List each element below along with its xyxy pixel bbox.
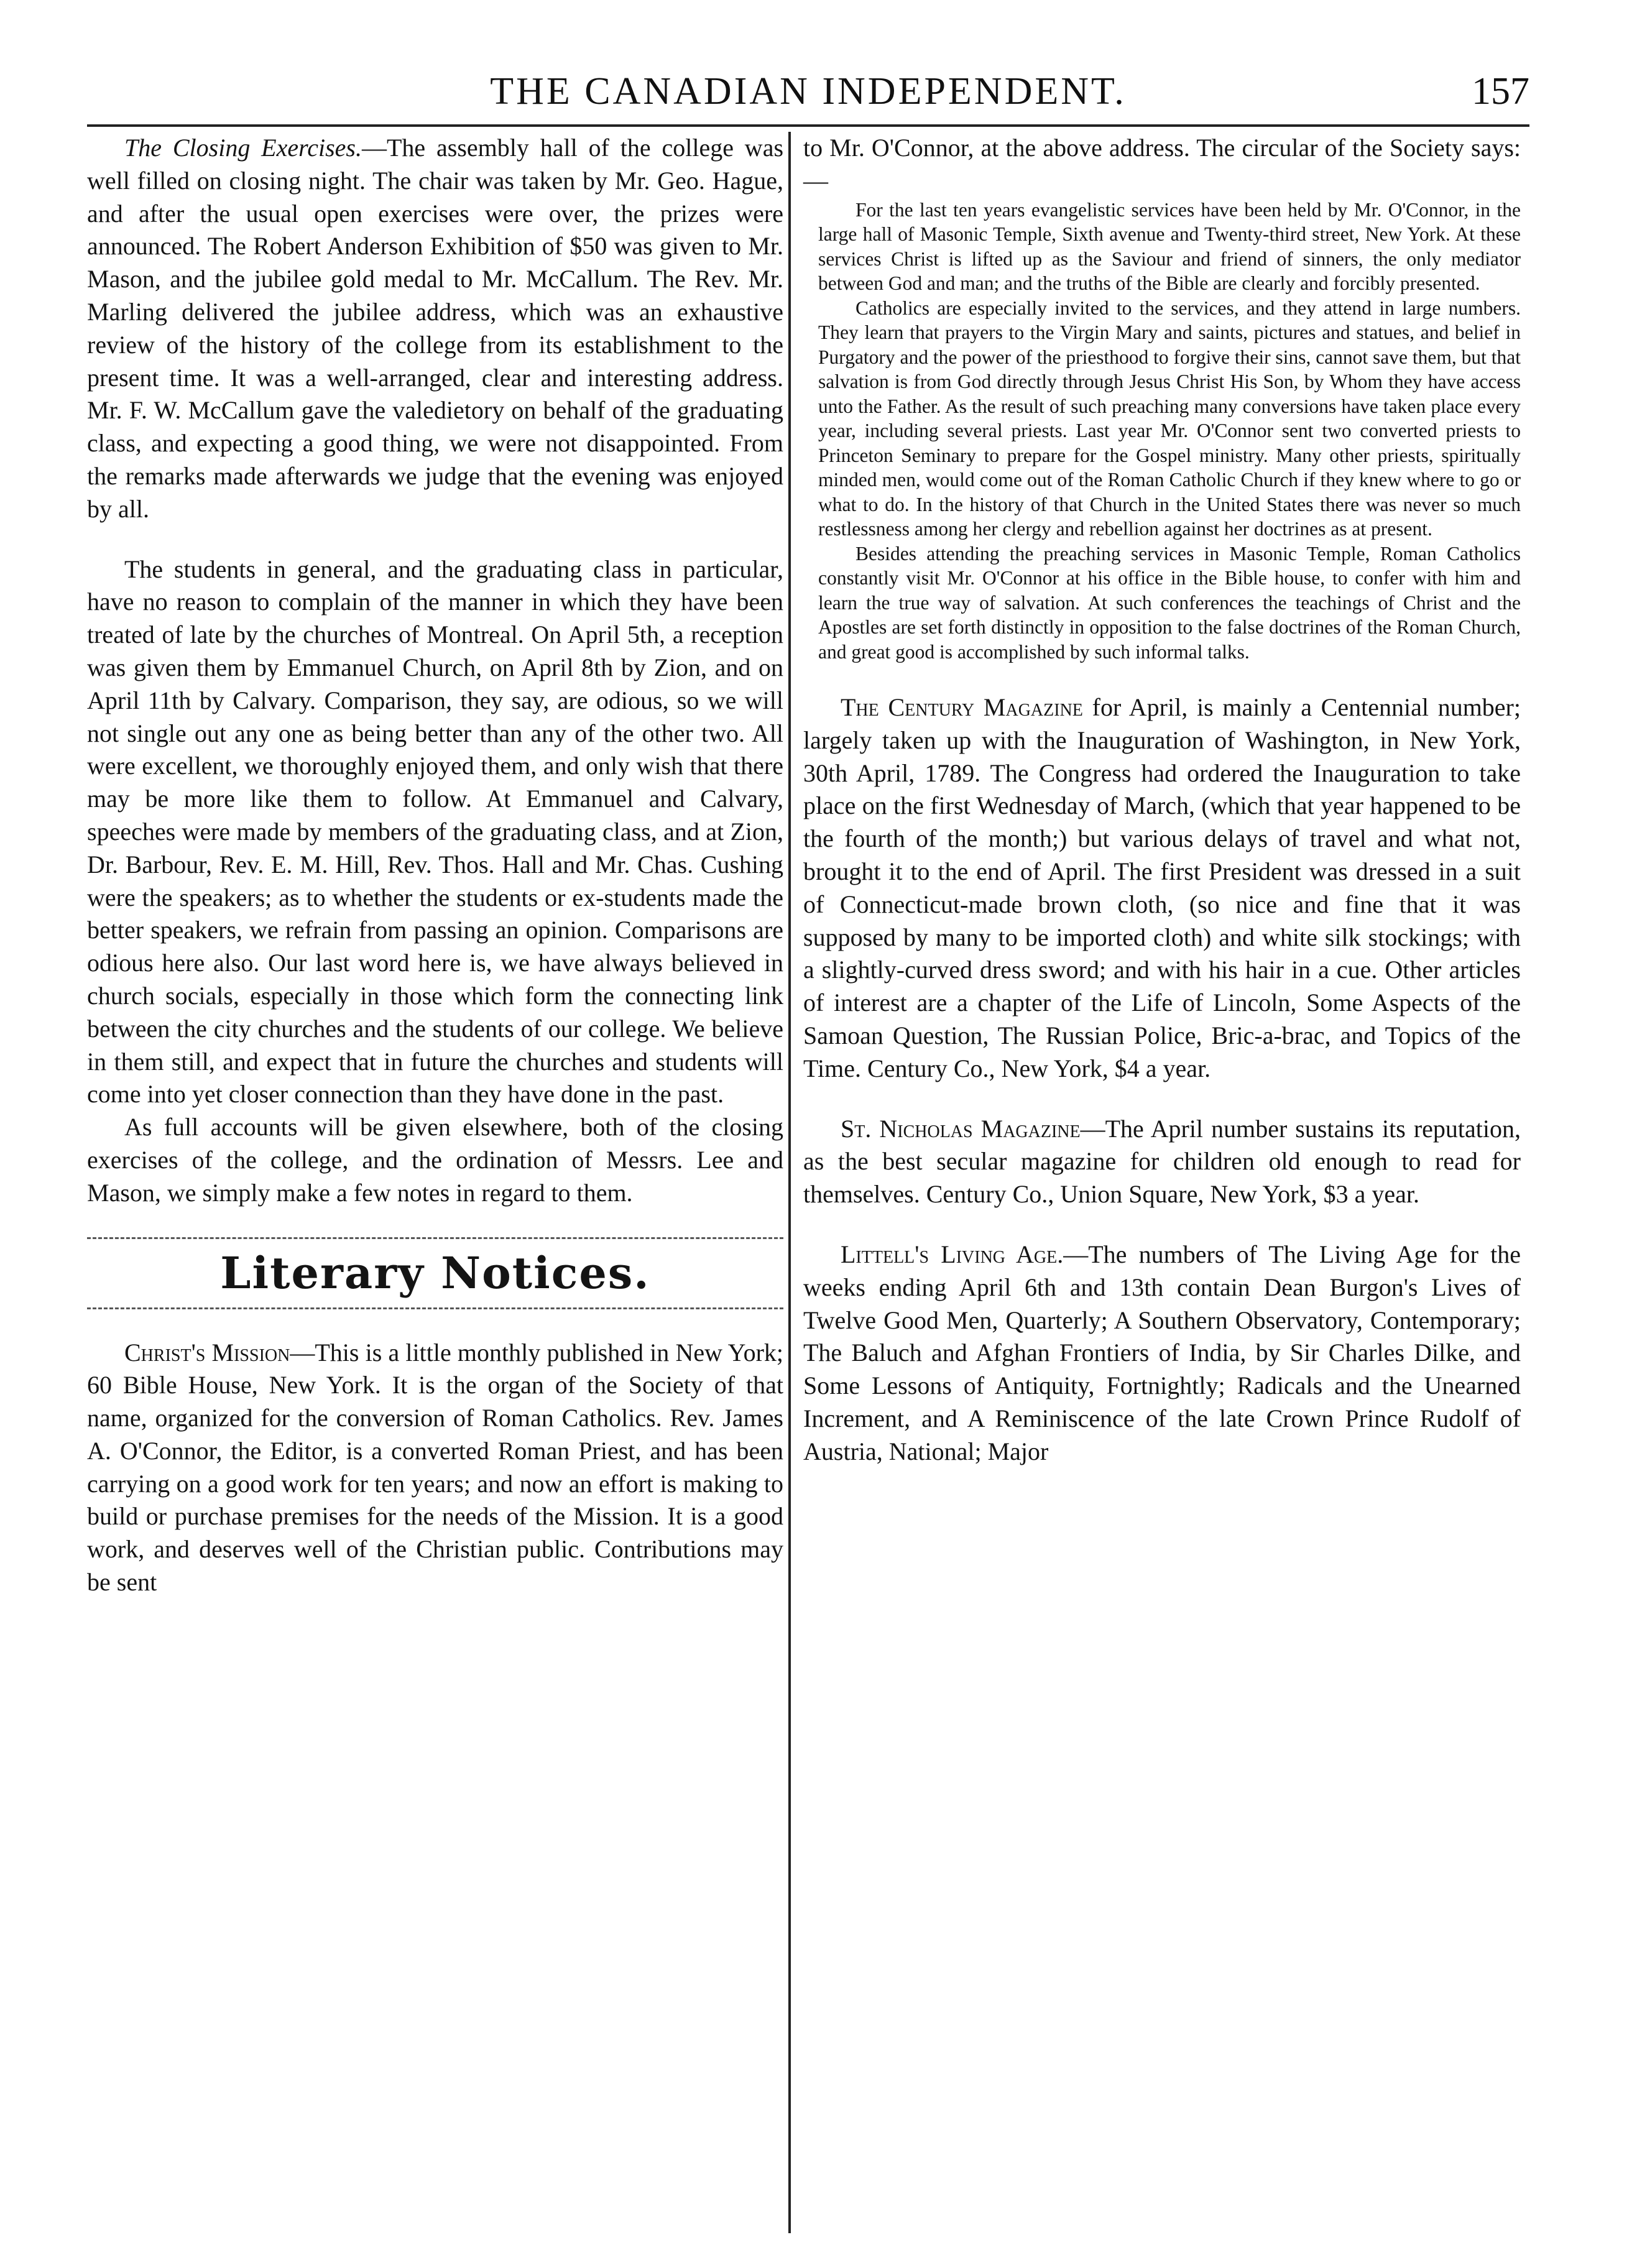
st-nicholas-lead: St. Nicholas Magazine: [841, 1114, 1081, 1143]
christs-mission-body: —This is a little monthly published in New York; 60 Bible House, New York. It is the organ of the Society of that name, organized for the conversion of Roman Catholics. Rev. James A. O'Connor, the Editor, is a converted Roman Priest, and has been carrying on a good work for ten years; and now an effort is making to build or purchase premises for the needs of the Mission. It is a good work, and deserves well of the Christian public. Contributions may be sent: [87, 1338, 784, 1597]
circular-paragraph-3: Besides attending the preaching services in Masonic Temple, Roman Catholics constantly visit Mr. O'Connor at his office in the Bible house, to confer with him and learn the true way of salvation. At such conferences the teachings of Christ and the Apostles are set forth distinctly in opposition to the false doctrines of the Roman Church, and great good is accomplished by such informal talks.: [818, 542, 1521, 663]
christs-mission-lead: Christ's Mission: [124, 1338, 290, 1367]
spacer: [87, 1210, 783, 1237]
st-nicholas-paragraph: [803, 1113, 1521, 1211]
students-paragraph: The students in general, and the graduating class in particular, have no reason to complain of the manner in which they have been treated of late by the churches of Montreal. On April 5th, a reception was given them by Emmanuel Church, on April 8th by Zion, and on April 11th by Calvary. Comparison, they say, are odious, so we will not single out any one as being better than any of the other two. All were excellent, we thoroughly enjoyed them, and only wish that there may be more like them to follow. At Emmanuel and Calvary, speeches were made by members of the graduating class, and at Zion, Dr. Barbour, Rev. E. M. Hill, Rev. Thos. Hall and Mr. Chas. Cushing were the speakers; as to whether the students or ex-students made the better speakers, we refrain from passing an opinion. Comparisons are odious here also. Our last word here is, we have always believed in church socials, especially in those which form the connecting link between the city churches and the students of our college. We believe in them still, and expect that in future the churches and students will come into yet closer connection than they have done in the past.: [87, 555, 783, 1109]
christs-mission-paragraph: [87, 1337, 783, 1599]
literary-notices-heading: Literary Notices.: [220, 1247, 650, 1299]
living-age-lead: Littell's Living Age.: [841, 1240, 1064, 1269]
st-nicholas-body: —The April number sustains its reputation, as the best secular magazine for children old enough to read for themselves. Century Co., Union Square, New York, $3 a year.: [803, 1114, 1521, 1209]
closing-exercises-body: —The assembly hall of the college was well filled on closing night. The chair was taken by Mr. Geo. Hague, and after the usual open exercises were over, the prizes were announced. The Robert Anderson Exhibition of $50 was given to Mr. Mason, and the jubilee gold medal to Mr. McCallum. The Rev. Mr. Marling delivered the jubilee address, which was an exhaustive review of the history of the college from its establishment to the present time. It was a well-arranged, clear and interesting address. Mr. F. W. McCallum gave the valedietory on behalf of the graduating class, and expecting a good thing, we were not disappointed. From the remarks made afterwards we judge that the evening was enjoyed by all.: [87, 134, 784, 523]
right-column: [803, 132, 1521, 1468]
spacer: [87, 1309, 783, 1337]
spacer: [803, 664, 1521, 691]
closing-exercises-paragraph: [87, 132, 783, 526]
column-rule: [788, 132, 791, 2233]
living-age-body: —The numbers of The Living Age for the weeks ending April 6th and 13th contain Dean Burgon's Lives of Twelve Good Men, Quarterly; A Southern Observatory, Contemporary; The Baluch and Afghan Frontiers of India, by Sir Charles Dilke, and Some Lessons of Antiquity, Fortnightly; Radicals and the Unearned Increment, and A Reminiscence of the late Crown Prince Rudolf of Austria, National; Major: [803, 1240, 1521, 1465]
header-rule: [87, 124, 1529, 127]
century-magazine-lead: The Century Magazine: [841, 693, 1083, 722]
spacer: [803, 1211, 1521, 1238]
spacer: [803, 1086, 1521, 1113]
century-magazine-paragraph: [803, 691, 1521, 1086]
spacer: [87, 526, 783, 553]
circular-paragraph-1: For the last ten years evangelistic services have been held by Mr. O'Connor, in the large hall of Masonic Temple, Sixth avenue and Twenty-third street, New York. At these services Christ is lifted up as the Saviour and friend of sinners, the only mediator between God and man; and the truths of the Bible are clearly and forcibly presented.: [818, 198, 1521, 295]
full-accounts-paragraph: As full accounts will be given elsewhere, both of the closing exercises of the college, and the ordination of Messrs. Lee and Mason, we simply make a few notes in regard to them.: [87, 1113, 783, 1207]
left-column: [87, 132, 783, 1599]
closing-exercises-lead: The Closing Exercises.: [124, 134, 362, 162]
page-header: [87, 70, 1529, 126]
century-magazine-body: for April, is mainly a Centennial number; largely taken up with the Inauguration of Washington, in New York, 30th April, 1789. The Congress had ordered the Inauguration to take place on the first Wednesday of March, (which that year happened to be the fourth of the month;) but various delays of travel and what not, brought it to the end of April. The first President was dressed in a suit of Connecticut-made brown cloth, (so nice and fine that it was supposed by many to be imported cloth) and white silk stockings; with a slightly-curved dress sword; and with his hair in a cue. Other articles of interest are a chapter of the Life of Lincoln, Some Aspects of the Samoan Question, The Russian Police, Bric-a-brac, and Topics of the Time. Century Co., New York, $4 a year.: [803, 693, 1521, 1082]
continuation-paragraph: to Mr. O'Connor, at the above address. The circular of the Society says:—: [803, 134, 1521, 195]
running-title: THE CANADIAN INDEPENDENT.: [490, 70, 1127, 113]
living-age-paragraph: [803, 1238, 1521, 1468]
society-circular-quote: [803, 198, 1521, 665]
page-number: 157: [1472, 70, 1529, 113]
circular-paragraph-2: Catholics are especially invited to the services, and they attend in large numbers. They learn that prayers to the Virgin Mary and saints, pictures and statues, and belief in Purgatory and the power of the priesthood to forgive their sins, cannot save them, but that salvation is from God directly through Jesus Christ His Son, by Whom they have access unto the Father. As the result of such preaching many conversions have taken place every year, including several priests. Last year Mr. O'Connor sent two converted priests to Princeton Seminary to prepare for the Gospel ministry. Many other priests, spiritually minded men, would come out of the Roman Catholic Church if they knew where to go or what to do. In the history of that Church in the United States there was never so much restlessness among her clergy and rebellion against her doctrines as at present.: [818, 297, 1521, 540]
